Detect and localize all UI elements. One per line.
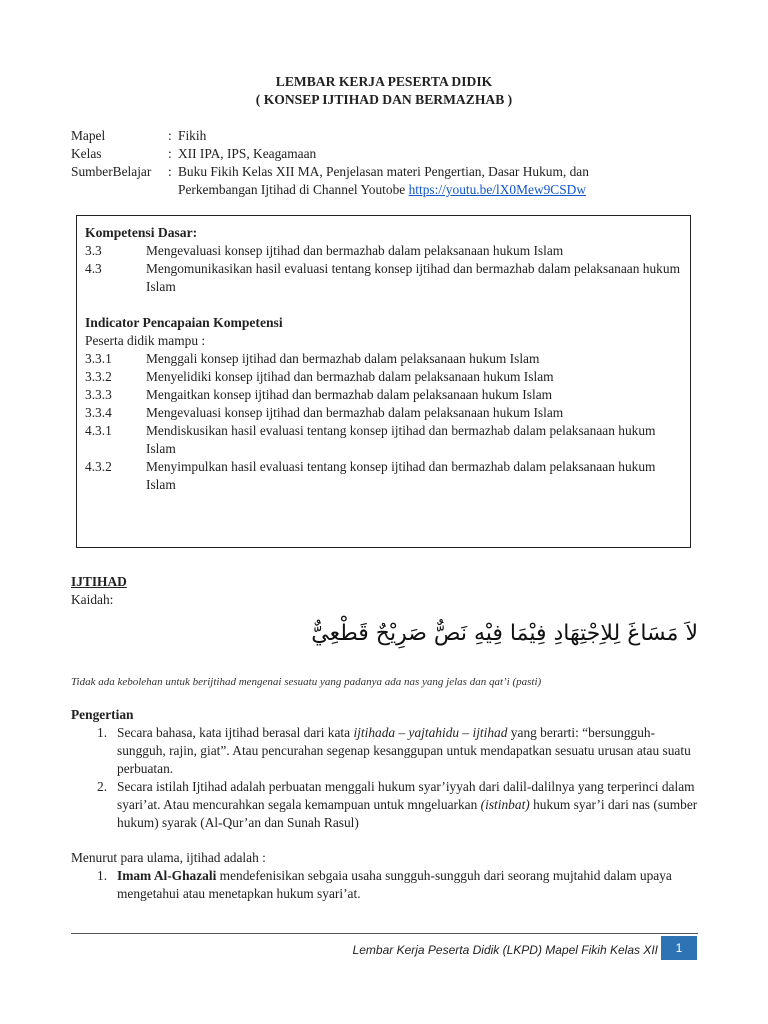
text-run: Secara bahasa, kata ijtihad berasal dari kata [117,725,354,740]
text-run: Secara istilah Ijtihad adalah perbuatan menggali hukum syar’iyyah dari dalil-dalilnya yang terperinci dalam syari’at. Atau mencurahkan segala kemampuan untuk mngeluarkan [117,779,695,812]
ijtihad-heading: IJTIHAD [71,574,127,589]
list-text [117,867,701,903]
kd-number: 4.3 [85,261,102,276]
pengertian-heading: Pengertian [71,707,134,722]
ulama-intro: Menurut para ulama, ijtihad adalah : [71,850,266,865]
kaidah-translation: Tidak ada kebolehan untuk berijtihad mengenai sesuatu yang padanya ada nas yang jelas dan qat’i (pasti) [71,676,542,688]
indikator-number: 3.3.4 [85,405,112,420]
meta-row-mapel [71,127,711,145]
indikator-item [85,422,682,458]
list-text [117,724,701,778]
indikator-text: Menggali konsep ijtihad dan bermazhab dalam pelaksanaan hukum Islam [146,351,540,366]
meta-value: Fikih [178,128,207,143]
indikator-item [85,386,682,404]
meta-colon: : [168,146,172,161]
page-number-badge: 1 [661,936,697,960]
footer-divider [71,933,698,934]
meta-label: Kelas [71,146,102,161]
meta-value: XII IPA, IPS, Keagamaan [178,146,317,161]
list-item [71,867,701,903]
indikator-text: Mendiskusikan hasil evaluasi tentang konsep ijtihad dan bermazhab dalam pelaksanaan hukum Islam [146,423,656,456]
kompetensi-heading: Kompetensi Dasar: [85,225,198,240]
text-run: hukum syar’i dari nas (sumber hukum) syarak (Al-Qur’an dan Sunah Rasul) [117,797,698,830]
document-subtitle: ( KONSEP IJTIHAD DAN BERMAZHAB ) [255,92,513,107]
indikator-number: 3.3.3 [85,387,112,402]
indikator-text: Menyimpulkan hasil evaluasi tentang konsep ijtihad dan bermazhab dalam pelaksanaan hukum Islam [146,459,656,492]
scholar-name: Imam Al-Ghazali [117,868,217,883]
indikator-number: 4.3.1 [85,423,112,438]
spacer [85,296,682,314]
meta-row-sumber [71,163,711,181]
meta-value: Buku Fikih Kelas XII MA, Penjelasan materi Pengertian, Dasar Hukum, dan [178,164,589,179]
indikator-number: 3.3.2 [85,369,112,384]
list-number: 1. [97,725,108,740]
pengertian-list [71,724,701,832]
list-number: 1. [97,868,108,883]
ulama-list [71,867,701,903]
kd-text: Mengevaluasi konsep ijtihad dan bermazhab dalam pelaksanaan hukum Islam [146,243,564,258]
meta-colon: : [168,164,172,179]
text-run: yang berarti: “bersungguh-sungguh, rajin, giat”. Atau pencurahan segenap kesanggupan untuk mendapatkan sesuatu urusan atau suatu perbuatan. [117,725,691,776]
indikator-intro: Peserta didik mampu : [85,333,206,348]
text-run: mendefenisikan sebgaia usaha sungguh-sungguh dari seorang mujtahid dalam upaya mengetahui atau menetapkan hukum syari’at. [117,868,672,901]
indikator-text: Mengaitkan konsep ijtihad dan bermazhab dalam pelaksanaan hukum Islam [146,387,553,402]
list-number: 2. [97,779,108,794]
meta-label: Mapel [71,128,106,143]
document-title: LEMBAR KERJA PESERTA DIDIK [275,74,493,89]
italic-term: ijtihada – yajtahidu – ijtihad [353,725,508,740]
youtube-link[interactable]: https://youtu.be/lX0Mew9CSDw [408,182,587,197]
kd-number: 3.3 [85,243,102,258]
italic-term: (istinbat) [480,797,530,812]
kd-item [85,260,682,296]
list-text [117,778,701,832]
indikator-item [85,404,682,422]
meta-info [71,127,711,199]
indikator-item [85,458,682,494]
kd-item [85,242,682,260]
indikator-number: 4.3.2 [85,459,112,474]
indikator-number: 3.3.1 [85,351,112,366]
indikator-item [85,350,682,368]
meta-value: Perkembangan Ijtihad di Channel Youtobe [178,182,409,197]
meta-label: SumberBelajar [71,164,152,179]
indikator-item [85,368,682,386]
kaidah-label: Kaidah: [71,592,114,607]
meta-colon: : [168,128,172,143]
footer-text: Lembar Kerja Peserta Didik (LKPD) Mapel Fikih Kelas XII [352,943,658,957]
indikator-heading: Indicator Pencapaian Kompetensi [85,315,283,330]
meta-row-kelas [71,145,711,163]
list-item [71,724,701,778]
indikator-text: Mengevaluasi konsep ijtihad dan bermazhab dalam pelaksanaan hukum Islam [146,405,564,420]
list-item [71,778,701,832]
kd-text: Mengomunikasikan hasil evaluasi tentang konsep ijtihad dan bermazhab dalam pelaksanaan hukum Islam [146,261,680,294]
indikator-text: Menyelidiki konsep ijtihad dan bermazhab dalam pelaksanaan hukum Islam [146,369,554,384]
kaidah-arabic-text: لاَ مَسَاغَ لِلاِجْتِهَادِ فِيْمَا فِيْهِ نَصٌّ صَرِيْحٌ قَطْعِيٌّ [311,621,698,646]
kompetensi-box [76,215,691,548]
meta-row-sumber-cont [71,181,711,199]
